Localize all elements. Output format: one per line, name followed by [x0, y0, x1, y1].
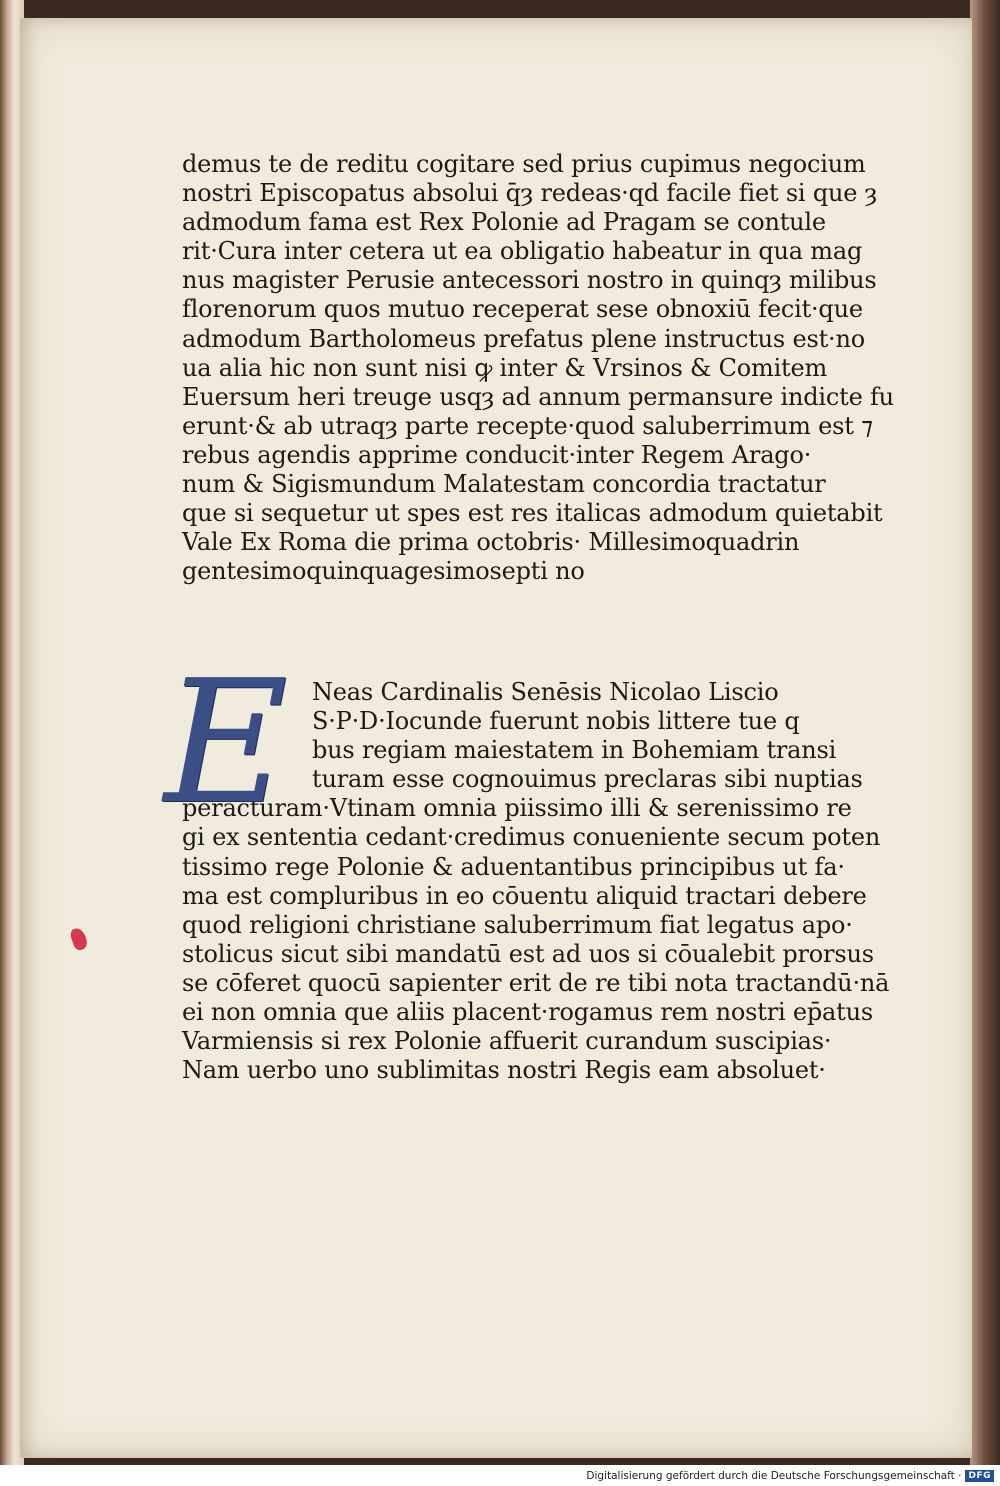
text-line: gentesimoquinquagesimosepti no [182, 557, 585, 586]
dfg-logo: DFG [965, 1470, 994, 1482]
text-section-two [164, 644, 890, 1085]
text-line: ua alia hic non sunt nisi ꝙ inter & Vrsinos & Comitem [182, 353, 828, 382]
text-line: ma est compluribus in eo cōuentu aliquid tractari debere [182, 881, 867, 910]
text-line: demus te de reditu cogitare sed prius cupimus negocium [182, 150, 866, 178]
text-line: S·P·D·Iocunde fuerunt nobis littere tue q [312, 707, 800, 736]
text-line: admodum Bartholomeus prefatus plene instructus est·no [182, 324, 865, 353]
text-line: stolicus sicut sibi mandatū est ad uos si cōualebit prorsus [182, 939, 874, 968]
text-line: nus magister Perusie antecessori nostro in quinqȝ milibus [182, 266, 877, 295]
text-line: tissimo rege Polonie & aduentantibus principibus ut fa· [182, 852, 845, 881]
text-line: erunt·& ab utraqȝ parte recepte·quod saluberrimum est ⁊ [182, 411, 873, 440]
text-line: Nam uerbo uno sublimitas nostri Regis eam absoluet· [182, 1056, 826, 1085]
text-line: Varmiensis si rex Polonie affuerit curandum suscipias· [182, 1027, 832, 1056]
decorated-initial: E [164, 644, 288, 842]
text-line: bus regiam maiestatem in Bohemiam transi [312, 736, 837, 765]
text-line: nostri Episcopatus absolui q̄ȝ redeas·qd facile fiet si que ȝ [182, 179, 878, 208]
text-line: Vale Ex Roma die prima octobris· Millesimoquadrin [182, 528, 800, 557]
text-line: num & Sigismundum Malatestam concordia tractatur [182, 470, 826, 499]
text-line: Neas Cardinalis Senēsis Nicolao Liscio [312, 678, 779, 706]
text-section-one [182, 150, 894, 586]
text-line: Euersum heri treuge usqȝ ad annum permansure indicte fu [182, 382, 894, 411]
text-line: rit·Cura inter cetera ut ea obligatio habeatur in qua mag [182, 237, 863, 266]
text-line: gi ex sententia cedant·credimus conueniente secum poten [182, 823, 881, 852]
rubric-mark [69, 926, 89, 951]
text-line: turam esse cognouimus preclaras sibi nuptias [312, 765, 863, 794]
funding-notice: Digitalisierung gefördert durch die Deutsche Forschungsgemeinschaft · [586, 1469, 962, 1482]
text-line: florenorum quos mutuo receperat sese obnoxiū fecit·que [182, 295, 863, 324]
text-line: peracturam·Vtinam omnia piissimo illi & serenissimo re [182, 794, 852, 823]
text-line: admodum fama est Rex Polonie ad Pragam se contule [182, 208, 826, 237]
text-line: se cōferet quocū sapienter erit de re tibi nota tractandū·nā [182, 968, 890, 997]
page [20, 18, 972, 1458]
footer-bar [0, 1465, 1000, 1486]
text-line: ei non omnia que aliis placent·rogamus rem nostri ep̄atus [182, 998, 873, 1027]
text-line: quod religioni christiane saluberrimum fiat legatus apo· [182, 910, 853, 939]
text-line: que si sequetur ut spes est res italicas admodum quietabit [182, 499, 883, 528]
text-line: rebus agendis apprime conducit·inter Regem Arago· [182, 440, 812, 469]
binding-edge [970, 0, 1000, 1465]
